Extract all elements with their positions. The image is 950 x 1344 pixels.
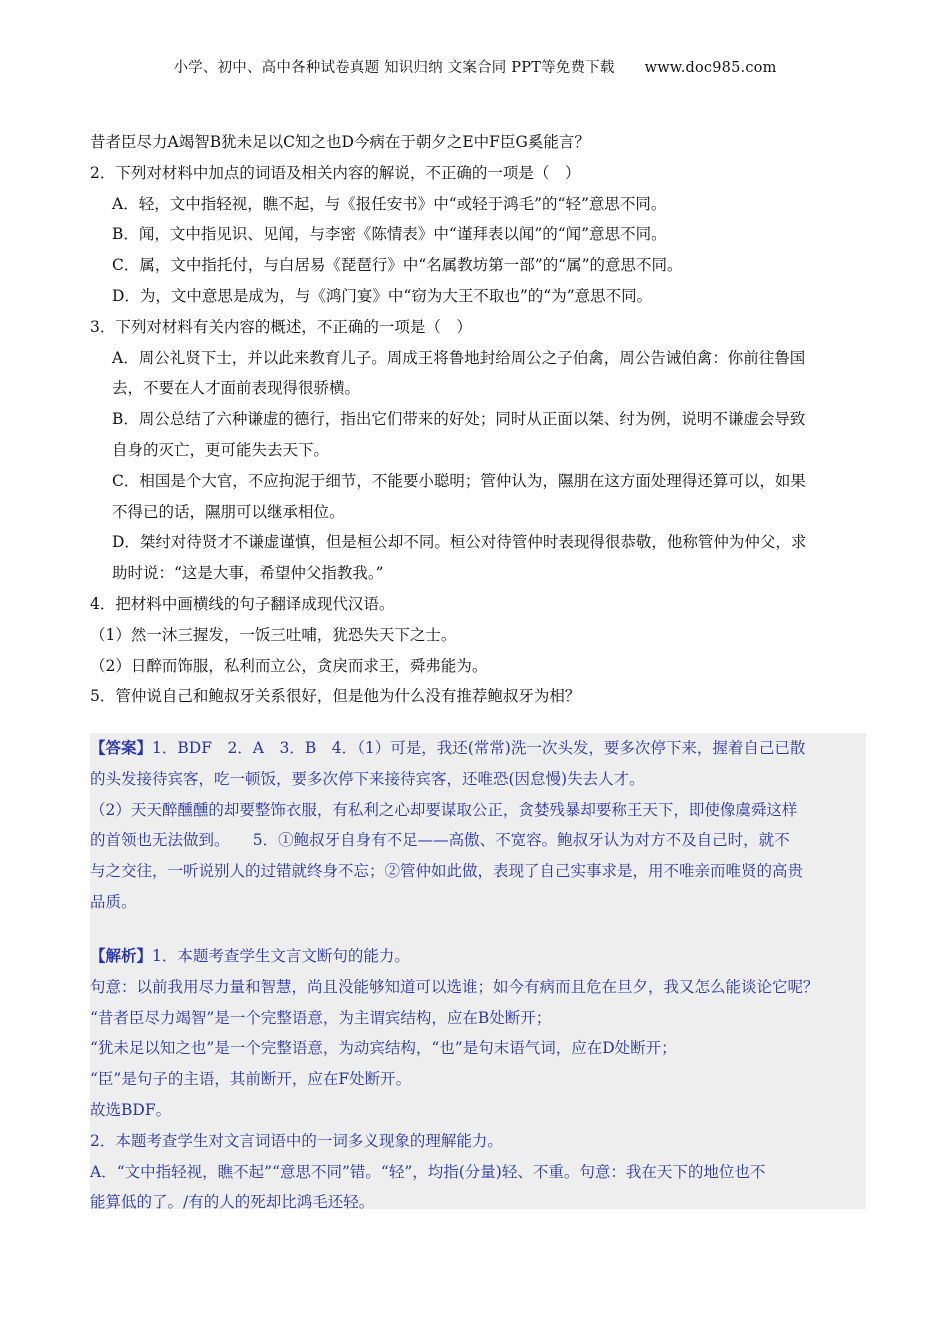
q2-option-c: C．属，文中指托付，与白居易《琵琶行》中“名属教坊第一部”的“属”的意思不同。: [112, 256, 683, 275]
answer-line-6: 品质。: [90, 892, 137, 911]
header-text: 小学、初中、高中各种试卷真题 知识归纳 文案合同 PPT等免费下载: [173, 60, 615, 76]
q3-option-b-line2: 自身的灭亡，更可能失去天下。: [112, 440, 330, 459]
analysis-first: 1．本题考查学生文言文断句的能力。: [152, 947, 410, 965]
answer-line-4: 的首领也无法做到。 5．①鲍叔牙自身有不足——高傲、不宽容。鲍叔牙认为对方不及自己时，就不: [90, 831, 790, 850]
q3-option-d-line2: 助时说：“这是大事，希望仲父指教我。”: [112, 564, 384, 583]
analysis-line-7: A．“文中指轻视，瞧不起”“意思不同”错。“轻”，均指(分量)轻、不重。句意：我在天下的地位也不: [90, 1162, 766, 1181]
answer-line-5: 与之交往，一听说别人的过错就终身不忘；②管仲如此做，表现了自己实事求是，用不唯亲而唯贤的高贵: [90, 862, 804, 881]
q2-option-a: A．轻，文中指轻视，瞧不起，与《报任安书》中“或轻于鸿毛”的“轻”意思不同。: [112, 194, 667, 213]
answer-line-3: （2）天天醉醺醺的却要整饰衣服，有私利之心却要谋取公正，贪婪残暴却要称王天下，即使像虞舜这样: [90, 800, 798, 819]
q3-stem: 3．下列对材料有关内容的概述，不正确的一项是（ ）: [90, 317, 472, 336]
q4-stem: 4．把材料中画横线的句子翻译成现代汉语。: [90, 594, 395, 613]
q3-option-c-line2: 不得已的话，隰朋可以继承相位。: [112, 502, 345, 521]
answer-section: [90, 733, 866, 918]
question1-sentence: 昔者臣尽力A竭智B犹未足以C知之也D今病在于朝夕之E中F臣G奚能言？: [90, 133, 590, 151]
analysis-line-5: 故选BDF。: [90, 1100, 172, 1119]
q2-stem: 2．下列对材料中加点的词语及相关内容的解说，不正确的一项是（ ）: [90, 163, 581, 182]
analysis-section: [90, 941, 866, 1218]
analysis-line-2: “昔者臣尽力竭智”是一个完整语意，为主谓宾结构，应在B处断开；: [90, 1008, 552, 1027]
answer-line-1: 1．BDF 2．A 3．B 4．（1）可是，我还(常常)洗一次头发，要多次停下来，握着自己已散: [152, 739, 806, 757]
analysis-line-3: “犹未足以知之也”是一个完整语意，为动宾结构，“也”是句末语气词，应在D处断开；: [90, 1039, 677, 1058]
analysis-line-4: “臣”是句子的主语，其前断开，应在F处断开。: [90, 1070, 412, 1089]
q3-option-b-line1: B．周公总结了六种谦虚的德行，指出它们带来的好处；同时从正面以桀、纣为例，说明不谦虚会导致: [112, 410, 806, 429]
analysis-label: 【解析】: [90, 946, 153, 965]
q3-option-c-line1: C．相国是个大官，不应拘泥于细节，不能要小聪明；管仲认为，隰朋在这方面处理得还算可以，如果: [112, 471, 806, 490]
answer-line-2: 的头发接待宾客，吃一顿饭，要多次停下来接待宾客，还唯恐(因怠慢)失去人才。: [90, 769, 645, 788]
q4-item-1: （1）然一沐三握发，一饭三吐哺，犹恐失天下之士。: [90, 625, 457, 644]
q5-stem: 5．管仲说自己和鲍叔牙关系很好，但是他为什么没有推荐鲍叔牙为相？: [90, 687, 581, 706]
analysis-line-8: 能算低的了。/有的人的死却比鸿毛还轻。: [90, 1193, 375, 1212]
header-url[interactable]: www.doc985.com: [644, 60, 777, 76]
q3-option-a-line2: 去，不要在人才面前表现得很骄横。: [112, 379, 361, 398]
q2-option-b: B．闻，文中指见识、见闻，与李密《陈情表》中“谨拜表以闻”的“闻”意思不同。: [112, 225, 667, 244]
q3-option-d-line1: D．桀纣对待贤才不谦虚谨慎，但是桓公却不同。桓公对待管仲时表现得很恭敬，他称管仲为仲父，求: [112, 533, 807, 552]
analysis-line-1: 句意：以前我用尽力量和智慧，尚且没能够知道可以选谁；如今有病而且危在旦夕，我又怎么能谈论它呢？: [90, 977, 819, 996]
q2-option-d: D．为，文中意思是成为，与《鸿门宴》中“窃为大王不取也”的“为”意思不同。: [112, 286, 653, 305]
q4-item-2: （2）日醉而饰服，私利而立公，贪戾而求王，舜弗能为。: [90, 656, 488, 675]
q3-option-a-line1: A．周公礼贤下士，并以此来教育儿子。周成王将鲁地封给周公之子伯禽，周公告诫伯禽：你前往鲁国: [112, 348, 806, 367]
page-header: [0, 56, 950, 77]
answer-label: 【答案】: [90, 738, 153, 757]
question-section: [90, 127, 866, 712]
analysis-line-6: 2．本题考查学生对文言词语中的一词多义现象的理解能力。: [90, 1131, 503, 1150]
